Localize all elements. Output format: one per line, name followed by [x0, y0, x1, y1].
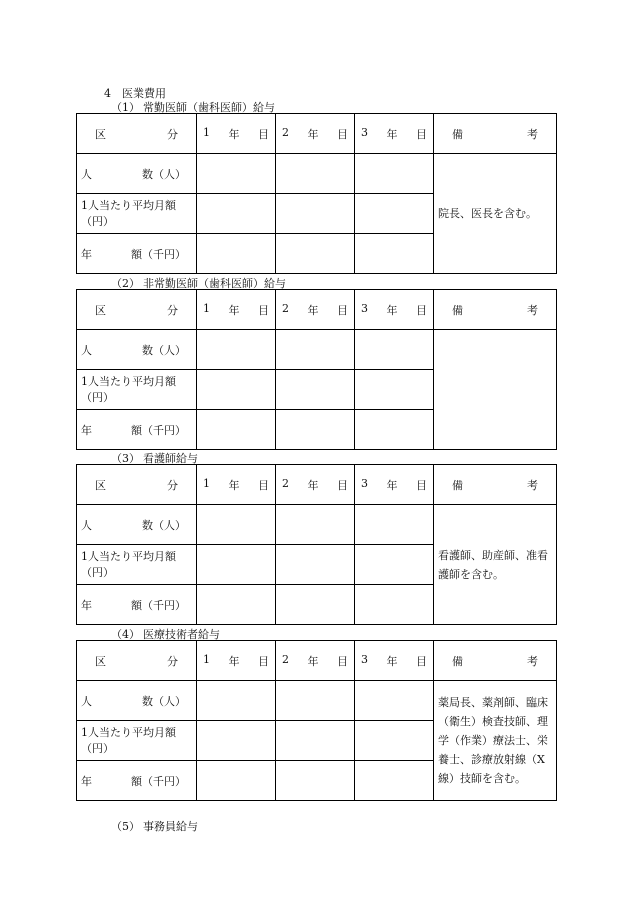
header-year3: 3 年 目 [355, 114, 434, 154]
cell-year3 [355, 545, 434, 585]
cell-year2 [276, 410, 355, 450]
header-year1: 1 年 目 [197, 114, 276, 154]
cell-year1 [197, 234, 276, 274]
cell-year1 [197, 761, 276, 801]
label-annual: 年 額（千円） [77, 585, 197, 625]
section-title: 4 医業費用 [104, 87, 166, 100]
row-headcount [77, 681, 557, 721]
label-avg-monthly: 1人当たり平均月額（円） [77, 545, 197, 585]
label-headcount: 人 数（人） [77, 505, 197, 545]
row-headcount [77, 330, 557, 370]
cell-year3 [355, 585, 434, 625]
cell-year1 [197, 410, 276, 450]
label-annual: 年 額（千円） [77, 234, 197, 274]
cell-year2 [276, 505, 355, 545]
cell-year2 [276, 721, 355, 761]
cell-year3 [355, 330, 434, 370]
header-year2: 2 年 目 [276, 114, 355, 154]
label-avg-monthly: 1人当たり平均月額（円） [77, 370, 197, 410]
header-biko: 備 考 [434, 641, 557, 681]
salary-table-1 [76, 113, 557, 274]
note-cell: 薬局長、薬剤師、臨床（衛生）検査技師、理学（作業）療法士、栄養士、診療放射線（X線）技師を含む。 [434, 681, 557, 801]
subhead-title: 医療技術者給与 [143, 628, 220, 641]
label-headcount: 人 数（人） [77, 681, 197, 721]
label-headcount: 人 数（人） [77, 330, 197, 370]
cell-year3 [355, 370, 434, 410]
cell-year1 [197, 370, 276, 410]
cell-year1 [197, 721, 276, 761]
subhead-number: （2） [111, 277, 140, 290]
subhead-5 [111, 818, 198, 834]
cell-year2 [276, 545, 355, 585]
cell-year1 [197, 545, 276, 585]
cell-year3 [355, 194, 434, 234]
cell-year2 [276, 370, 355, 410]
header-biko: 備 考 [434, 465, 557, 505]
cell-year1 [197, 194, 276, 234]
salary-table-3 [76, 464, 557, 625]
note-cell: 院長、医長を含む。 [434, 154, 557, 274]
header-year1: 1 年 目 [197, 290, 276, 330]
header-kubun: 区 分 [77, 641, 197, 681]
cell-year2 [276, 234, 355, 274]
label-avg-monthly: 1人当たり平均月額（円） [77, 194, 197, 234]
label-headcount: 人 数（人） [77, 154, 197, 194]
cell-year2 [276, 681, 355, 721]
header-biko: 備 考 [434, 114, 557, 154]
header-row [77, 641, 557, 681]
cell-year3 [355, 234, 434, 274]
header-kubun: 区 分 [77, 290, 197, 330]
header-row [77, 290, 557, 330]
cell-year1 [197, 505, 276, 545]
cell-year1 [197, 681, 276, 721]
cell-year3 [355, 681, 434, 721]
cell-year3 [355, 154, 434, 194]
header-row [77, 465, 557, 505]
label-annual: 年 額（千円） [77, 761, 197, 801]
subhead-title: 非常勤医師（歯科医師）給与 [143, 277, 286, 290]
header-year3: 3 年 目 [355, 290, 434, 330]
cell-year1 [197, 585, 276, 625]
cell-year3 [355, 761, 434, 801]
cell-year2 [276, 194, 355, 234]
cell-year2 [276, 330, 355, 370]
label-avg-monthly: 1人当たり平均月額（円） [77, 721, 197, 761]
salary-table-2 [76, 289, 557, 450]
header-year1: 1 年 目 [197, 465, 276, 505]
note-cell [434, 330, 557, 450]
cell-year2 [276, 585, 355, 625]
cell-year2 [276, 761, 355, 801]
cell-year1 [197, 330, 276, 370]
note-cell: 看護師、助産師、准看護師を含む。 [434, 505, 557, 625]
subhead-number: （1） [111, 101, 140, 114]
subhead-number: （5） [111, 820, 140, 833]
subhead-title: 常勤医師（歯科医師）給与 [143, 101, 275, 114]
subhead-number: （4） [111, 628, 140, 641]
salary-table-4 [76, 640, 557, 801]
row-headcount [77, 154, 557, 194]
cell-year2 [276, 154, 355, 194]
header-biko: 備 考 [434, 290, 557, 330]
header-kubun: 区 分 [77, 465, 197, 505]
subhead-number: （3） [111, 452, 140, 465]
header-year2: 2 年 目 [276, 641, 355, 681]
cell-year3 [355, 410, 434, 450]
cell-year1 [197, 154, 276, 194]
header-year3: 3 年 目 [355, 465, 434, 505]
header-year2: 2 年 目 [276, 465, 355, 505]
subhead-title: 看護師給与 [143, 452, 198, 465]
label-annual: 年 額（千円） [77, 410, 197, 450]
header-kubun: 区 分 [77, 114, 197, 154]
subhead-title: 事務員給与 [143, 820, 198, 833]
header-year1: 1 年 目 [197, 641, 276, 681]
row-headcount [77, 505, 557, 545]
cell-year3 [355, 505, 434, 545]
header-row [77, 114, 557, 154]
cell-year3 [355, 721, 434, 761]
header-year3: 3 年 目 [355, 641, 434, 681]
header-year2: 2 年 目 [276, 290, 355, 330]
